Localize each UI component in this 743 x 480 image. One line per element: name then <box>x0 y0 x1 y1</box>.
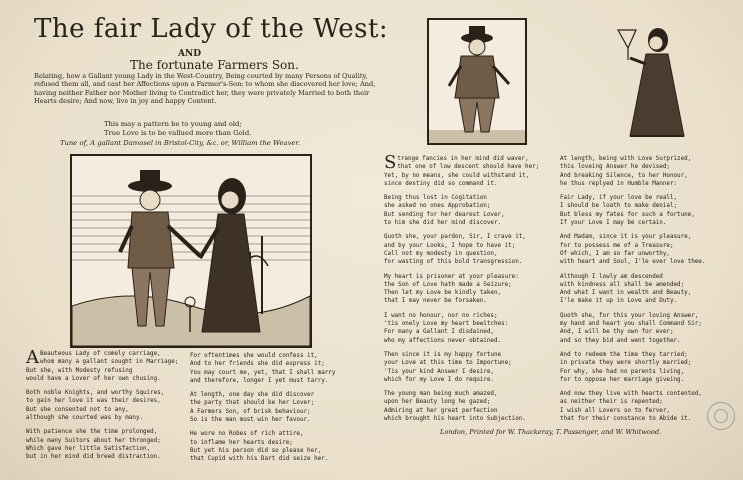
verse-line: The young man being much amazed, <box>384 391 498 398</box>
verse-line: I want no honour, nor no riches; <box>384 312 498 319</box>
motto-line: This may a pattern be to young and old; <box>104 120 242 128</box>
ballad-summary: Relating, how a Gallant young Lady in the West-Country, Being courted by many Persons of Quality, refused them all, and cast her Affections upon a Farmer's-Son; to whom she discovered her love; And, having neither Father nor Mother living to Contradict her, they were privately Married to both their Hearts desire; And now, live in joy and happy Content. <box>34 72 376 106</box>
woodcut-lady <box>614 18 690 141</box>
verse-line: which brought his heart into Subjection. <box>384 416 526 423</box>
verse-line: And, I will be thy own for ever; <box>560 329 674 336</box>
woodcut-couple <box>70 154 312 348</box>
verse-line: Which gave her little Satisfaction, <box>26 445 151 452</box>
stanza <box>560 155 736 188</box>
verse-column-4 <box>560 155 736 429</box>
verse-line: upon her Beauty long he gazed; <box>384 399 491 406</box>
title-and: AND <box>178 49 202 59</box>
verse-line: and so they bid and went together. <box>560 337 681 344</box>
ballad-title: The fair Lady of the West: <box>34 14 389 44</box>
verse-line: this loveing Answer he devised; <box>560 164 670 171</box>
verse-column-1 <box>26 347 196 468</box>
verse-line: 'Tis your kind Answer I desire, <box>384 368 494 375</box>
verse-line: although she courted was by many. <box>26 415 144 422</box>
verse-line: trange fancies in her mind did waver, <box>397 156 529 162</box>
verse-line: I should be loath to make denial; <box>560 203 678 210</box>
verse-line: while many Suitors about her thronged; <box>26 437 161 444</box>
verse-line: Beauteous Lady of comely carriage, <box>40 351 161 357</box>
verse-line: which for my Love I do require. <box>384 376 494 383</box>
verse-line: Then let my Love be kindly taken, <box>384 290 502 297</box>
verse-line: But bless my fates for such a fortune, <box>560 211 695 218</box>
verse-line: your Love at this time to Importune; <box>384 360 512 367</box>
verse-line: to gain her love it was their desires, <box>26 398 161 405</box>
verse-line: So is the man must win her favour. <box>190 417 311 424</box>
verse-line: that one of low descent should have her; <box>397 164 540 171</box>
ballad-tune: Tune of, A gallant Damosel in Bristol-City, &c. or, William the Weaver. <box>60 139 301 147</box>
verse-line: Although I lowly am descended <box>560 273 663 280</box>
stanza <box>190 352 370 385</box>
verse-line: and therefore, longer I yet must tarry. <box>190 377 329 384</box>
verse-line: Quoth she, your pardon, Sir, I crave it, <box>384 234 526 241</box>
verse-line: and by your Looks, I hope to have it; <box>384 242 516 249</box>
verse-column-3 <box>384 152 554 429</box>
verse-line: that for their constance to Abide it. <box>560 416 692 423</box>
verse-line: to inflame her hearts desire; <box>190 439 293 446</box>
verse-line: And now they live with hearts contented, <box>560 391 702 398</box>
woodcut-lady-illustration <box>614 18 690 141</box>
stanza <box>26 428 196 461</box>
verse-line: the Son of Love hath made a Seizure; <box>384 281 512 288</box>
verse-line: would have a Lover of her own chusing. <box>26 375 161 382</box>
verse-line: My heart is prisoner at your pleasure: <box>384 273 519 280</box>
verse-line: And breaking Silence, to her Honour, <box>560 172 688 179</box>
stanza <box>384 312 554 345</box>
verse-line: my hand and heart you shall Command Sir; <box>560 321 702 328</box>
verse-line: With patience she the time prolonged, <box>26 429 158 436</box>
verse-line: Yet, by no means, she could withstand it, <box>384 172 530 179</box>
stanza <box>560 312 736 345</box>
verse-line: since destiny did so command it. <box>384 180 498 187</box>
verse-line: Call not my modesty in question, <box>384 250 498 257</box>
verse-line: For why, she had no parents living, <box>560 368 685 375</box>
verse-line: If your Love I may be certain. <box>560 220 667 227</box>
verse-line: And Madam, since it is your pleasure, <box>560 234 692 241</box>
verse-line: But yet his person did so please her, <box>190 447 322 454</box>
stanza <box>560 351 736 384</box>
drop-cap: A <box>26 347 39 368</box>
verse-line: But she, with Modesty refusing <box>26 367 133 374</box>
verse-line: whom many a gallant sought in Marriage; <box>40 359 179 366</box>
verse-line: as neither their is repented; <box>560 399 663 406</box>
woodcut-man-illustration <box>429 20 525 143</box>
library-stamp-icon <box>707 402 735 430</box>
verse-line: with heart and Soul, I'le ever love thee. <box>560 259 706 266</box>
verse-column-2 <box>190 352 370 470</box>
stanza <box>190 430 370 463</box>
verse-line: But she consented not to any, <box>26 406 129 413</box>
stanza <box>560 233 736 266</box>
verse-line: You may court me, yet, that I shall marry <box>190 369 336 376</box>
stanza <box>384 194 554 227</box>
verse-line: but in her mind did breed distraction. <box>26 454 161 461</box>
stanza <box>560 194 736 227</box>
verse-line: who my affections never obtained. <box>384 337 502 344</box>
stanza <box>26 347 196 383</box>
verse-line: in private they were shortly married; <box>560 360 692 367</box>
verse-line: A Farmers Son, of brisk behaviour; <box>190 408 311 415</box>
stanza <box>384 152 554 188</box>
stanza <box>560 273 736 306</box>
verse-line: Being thus lost in Cogitation <box>384 195 487 202</box>
verse-line: And to her friends she did express it; <box>190 361 325 368</box>
verse-line: At length, one day she did discover <box>190 392 315 399</box>
verse-line: Quoth she, for this your loving Answer, <box>560 312 699 319</box>
verse-line: I wish all Lovers so to ferver, <box>560 407 670 414</box>
ballad-subtitle: The fortunate Farmers Son. <box>130 58 299 72</box>
verse-line: Both noble Knights, and worthy Squires, <box>26 390 165 397</box>
verse-line: to him she did her mind discover. <box>384 220 502 227</box>
woodcut-man <box>427 18 527 145</box>
verse-line: He wore no Robes of rich attire, <box>190 431 304 438</box>
verse-line: that Cupid with his Dart did seize her. <box>190 456 329 463</box>
stanza <box>384 351 554 384</box>
verse-line: the party that should be her Lover; <box>190 400 315 407</box>
stanza <box>26 389 196 422</box>
stanza <box>384 233 554 266</box>
stanza <box>384 390 554 423</box>
verse-line: he thus replyed in Humble Manner: <box>560 180 678 187</box>
verse-line: And what I want in wealth and Beauty, <box>560 290 692 297</box>
verse-line: for wasting of this bold transgression. <box>384 259 523 266</box>
verse-line: For oftentimes she would confess it, <box>190 353 318 359</box>
verse-line: I'le make it up in Love and Duty. <box>560 298 678 305</box>
drop-cap: S <box>384 152 397 173</box>
verse-line: For many a Gallant I disdained, <box>384 329 494 336</box>
verse-line: At length, being with Love Surprized, <box>560 156 692 162</box>
verse-line: Of which, I am so far unworthy, <box>560 250 670 257</box>
verse-line: with kindness all shall be amended; <box>560 281 685 288</box>
stanza <box>190 391 370 424</box>
verse-line: she asked no ones Approbation; <box>384 203 491 210</box>
verse-line: Fair Lady, if your love be reall, <box>560 195 678 202</box>
verse-line: 'tis onely Love my heart bewitches: <box>384 321 509 328</box>
verse-line: for to oppose her marriage giveing. <box>560 376 685 383</box>
verse-line: But sending for her dearest Lover, <box>384 211 505 218</box>
verse-line: that I may never be forsaken. <box>384 298 487 305</box>
ballad-motto <box>104 120 324 137</box>
verse-line: Admiring at her great perfection <box>384 407 498 414</box>
woodcut-couple-illustration <box>72 156 310 346</box>
motto-line: True Love is to be vallued more than Gold. <box>104 128 252 137</box>
printer-imprint: London, Printed for W. Thackeray, T. Passenger, and W. Whitwood. <box>440 428 662 436</box>
verse-line: Then since it is my happy fortune <box>384 351 502 358</box>
verse-line: And to redeem the time they tarried; <box>560 351 688 358</box>
stanza <box>384 273 554 306</box>
verse-line: for to possess me of a Treasure; <box>560 242 674 249</box>
